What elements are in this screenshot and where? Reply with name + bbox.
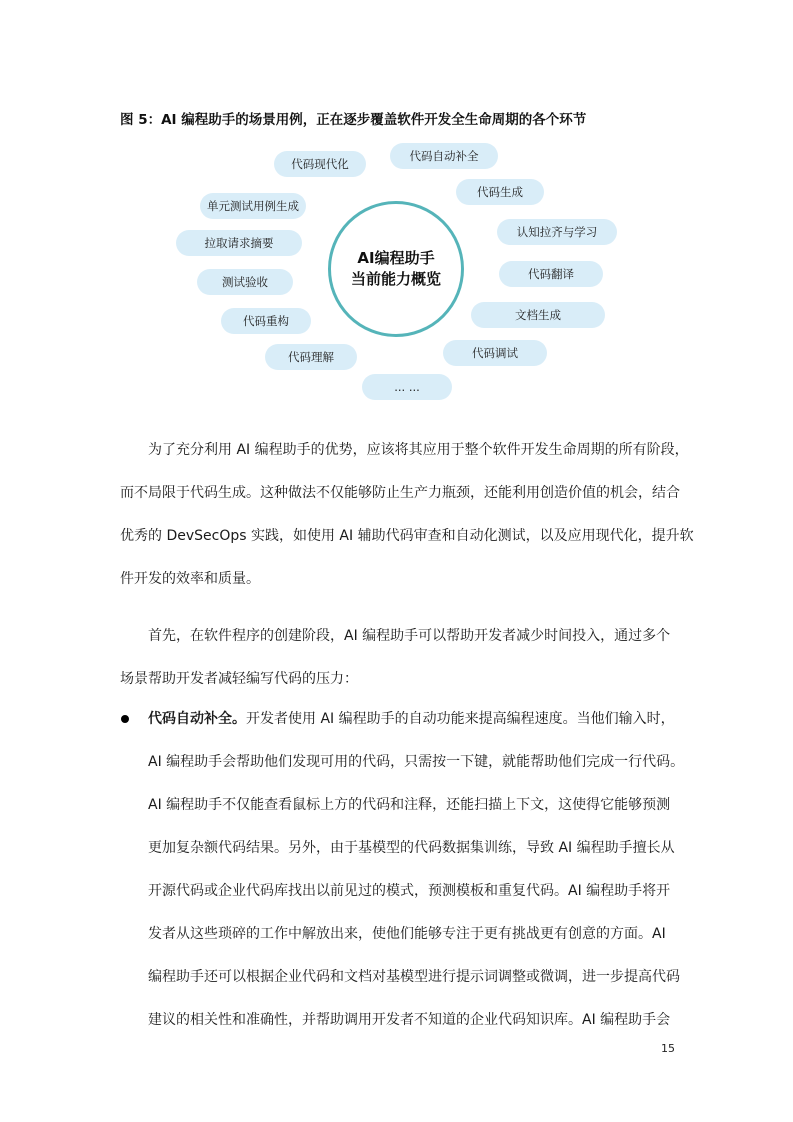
bullet-line: 发者从这些琐碎的工作中解放出来，使他们能够专注于更有挑战更有创意的方面。AI xyxy=(148,926,666,942)
bullet-line: 更加复杂额代码结果。另外，由于基模型的代码数据集训练，导致 AI 编程助手擅长从 xyxy=(148,840,675,856)
paragraph-1-line: 优秀的 DevSecOps 实践，如使用 AI 辅助代码审查和自动化测试，以及应用现代化，提升软 xyxy=(120,528,694,544)
paragraph-1-line: 为了充分利用 AI 编程助手的优势，应该将其应用于整个软件开发生命周期的所有阶段， xyxy=(148,442,689,458)
bullet-dot xyxy=(121,715,129,723)
paragraph-1 xyxy=(120,429,694,601)
bullet-line: 建议的相关性和准确性，并帮助调用开发者不知道的企业代码知识库。AI 编程助手会 xyxy=(148,1012,671,1028)
bullet-item-autocomplete xyxy=(148,698,685,1042)
center-circle xyxy=(328,201,464,337)
pill-code-generation: 代码生成 xyxy=(456,179,544,205)
figure-title: 图 5：AI 编程助手的场景用例，正在逐步覆盖软件开发全生命周期的各个环节 xyxy=(120,112,587,128)
pill-code-debugging: 代码调试 xyxy=(443,340,547,366)
paragraph-1-line: 件开发的效率和质量。 xyxy=(120,571,260,587)
bullet-line: AI 编程助手会帮助他们发现可用的代码，只需按一下键，就能帮助他们完成一行代码。 xyxy=(148,754,685,770)
pill-acceptance-testing: 测试验收 xyxy=(197,269,293,295)
pill-doc-generation: 文档生成 xyxy=(471,302,605,328)
pill-code-understanding: 代码理解 xyxy=(265,344,357,370)
bullet-line: AI 编程助手不仅能查看鼠标上方的代码和注释，还能扫描上下文，这使得它能够预测 xyxy=(148,797,671,813)
center-title: AI编程助手 xyxy=(357,249,435,267)
pill-code-refactoring: 代码重构 xyxy=(221,308,311,334)
pill-cognitive-alignment: 认知拉齐与学习 xyxy=(497,219,617,245)
bullet-line: 开源代码或企业代码库找出以前见过的模式，预测模板和重复代码。AI 编程助手将开 xyxy=(148,883,671,899)
paragraph-1-line: 而不局限于代码生成。这种做法不仅能够防止生产力瓶颈，还能利用创造价值的机会，结合 xyxy=(120,485,680,501)
pill-pr-summary: 拉取请求摘要 xyxy=(176,230,302,256)
paragraph-2-line: 场景帮助开发者减轻编写代码的压力： xyxy=(120,671,358,687)
pill-code-autocomplete: 代码自动补全 xyxy=(390,143,498,169)
pill-unit-test-generation: 单元测试用例生成 xyxy=(200,193,306,219)
bullet-line: 编程助手还可以根据企业代码和文档对基模型进行提示词调整或微调，进一步提高代码 xyxy=(148,969,680,985)
bullet-first-line-text: 开发者使用 AI 编程助手的自动功能来提高编程速度。当他们输入时， xyxy=(246,711,675,727)
capability-diagram xyxy=(0,0,793,420)
pill-code-translation: 代码翻译 xyxy=(499,261,603,287)
paragraph-2-line: 首先，在软件程序的创建阶段，AI 编程助手可以帮助开发者减少时间投入，通过多个 xyxy=(148,628,671,644)
bullet-heading: 代码自动补全。 xyxy=(148,711,246,727)
page-number: 15 xyxy=(661,1042,675,1055)
pill-more: ... ... xyxy=(362,374,452,400)
paragraph-2 xyxy=(120,615,676,701)
center-subtitle: 当前能力概览 xyxy=(350,270,441,288)
pill-code-modernization: 代码现代化 xyxy=(274,151,366,177)
bullet-first-line xyxy=(148,698,678,741)
